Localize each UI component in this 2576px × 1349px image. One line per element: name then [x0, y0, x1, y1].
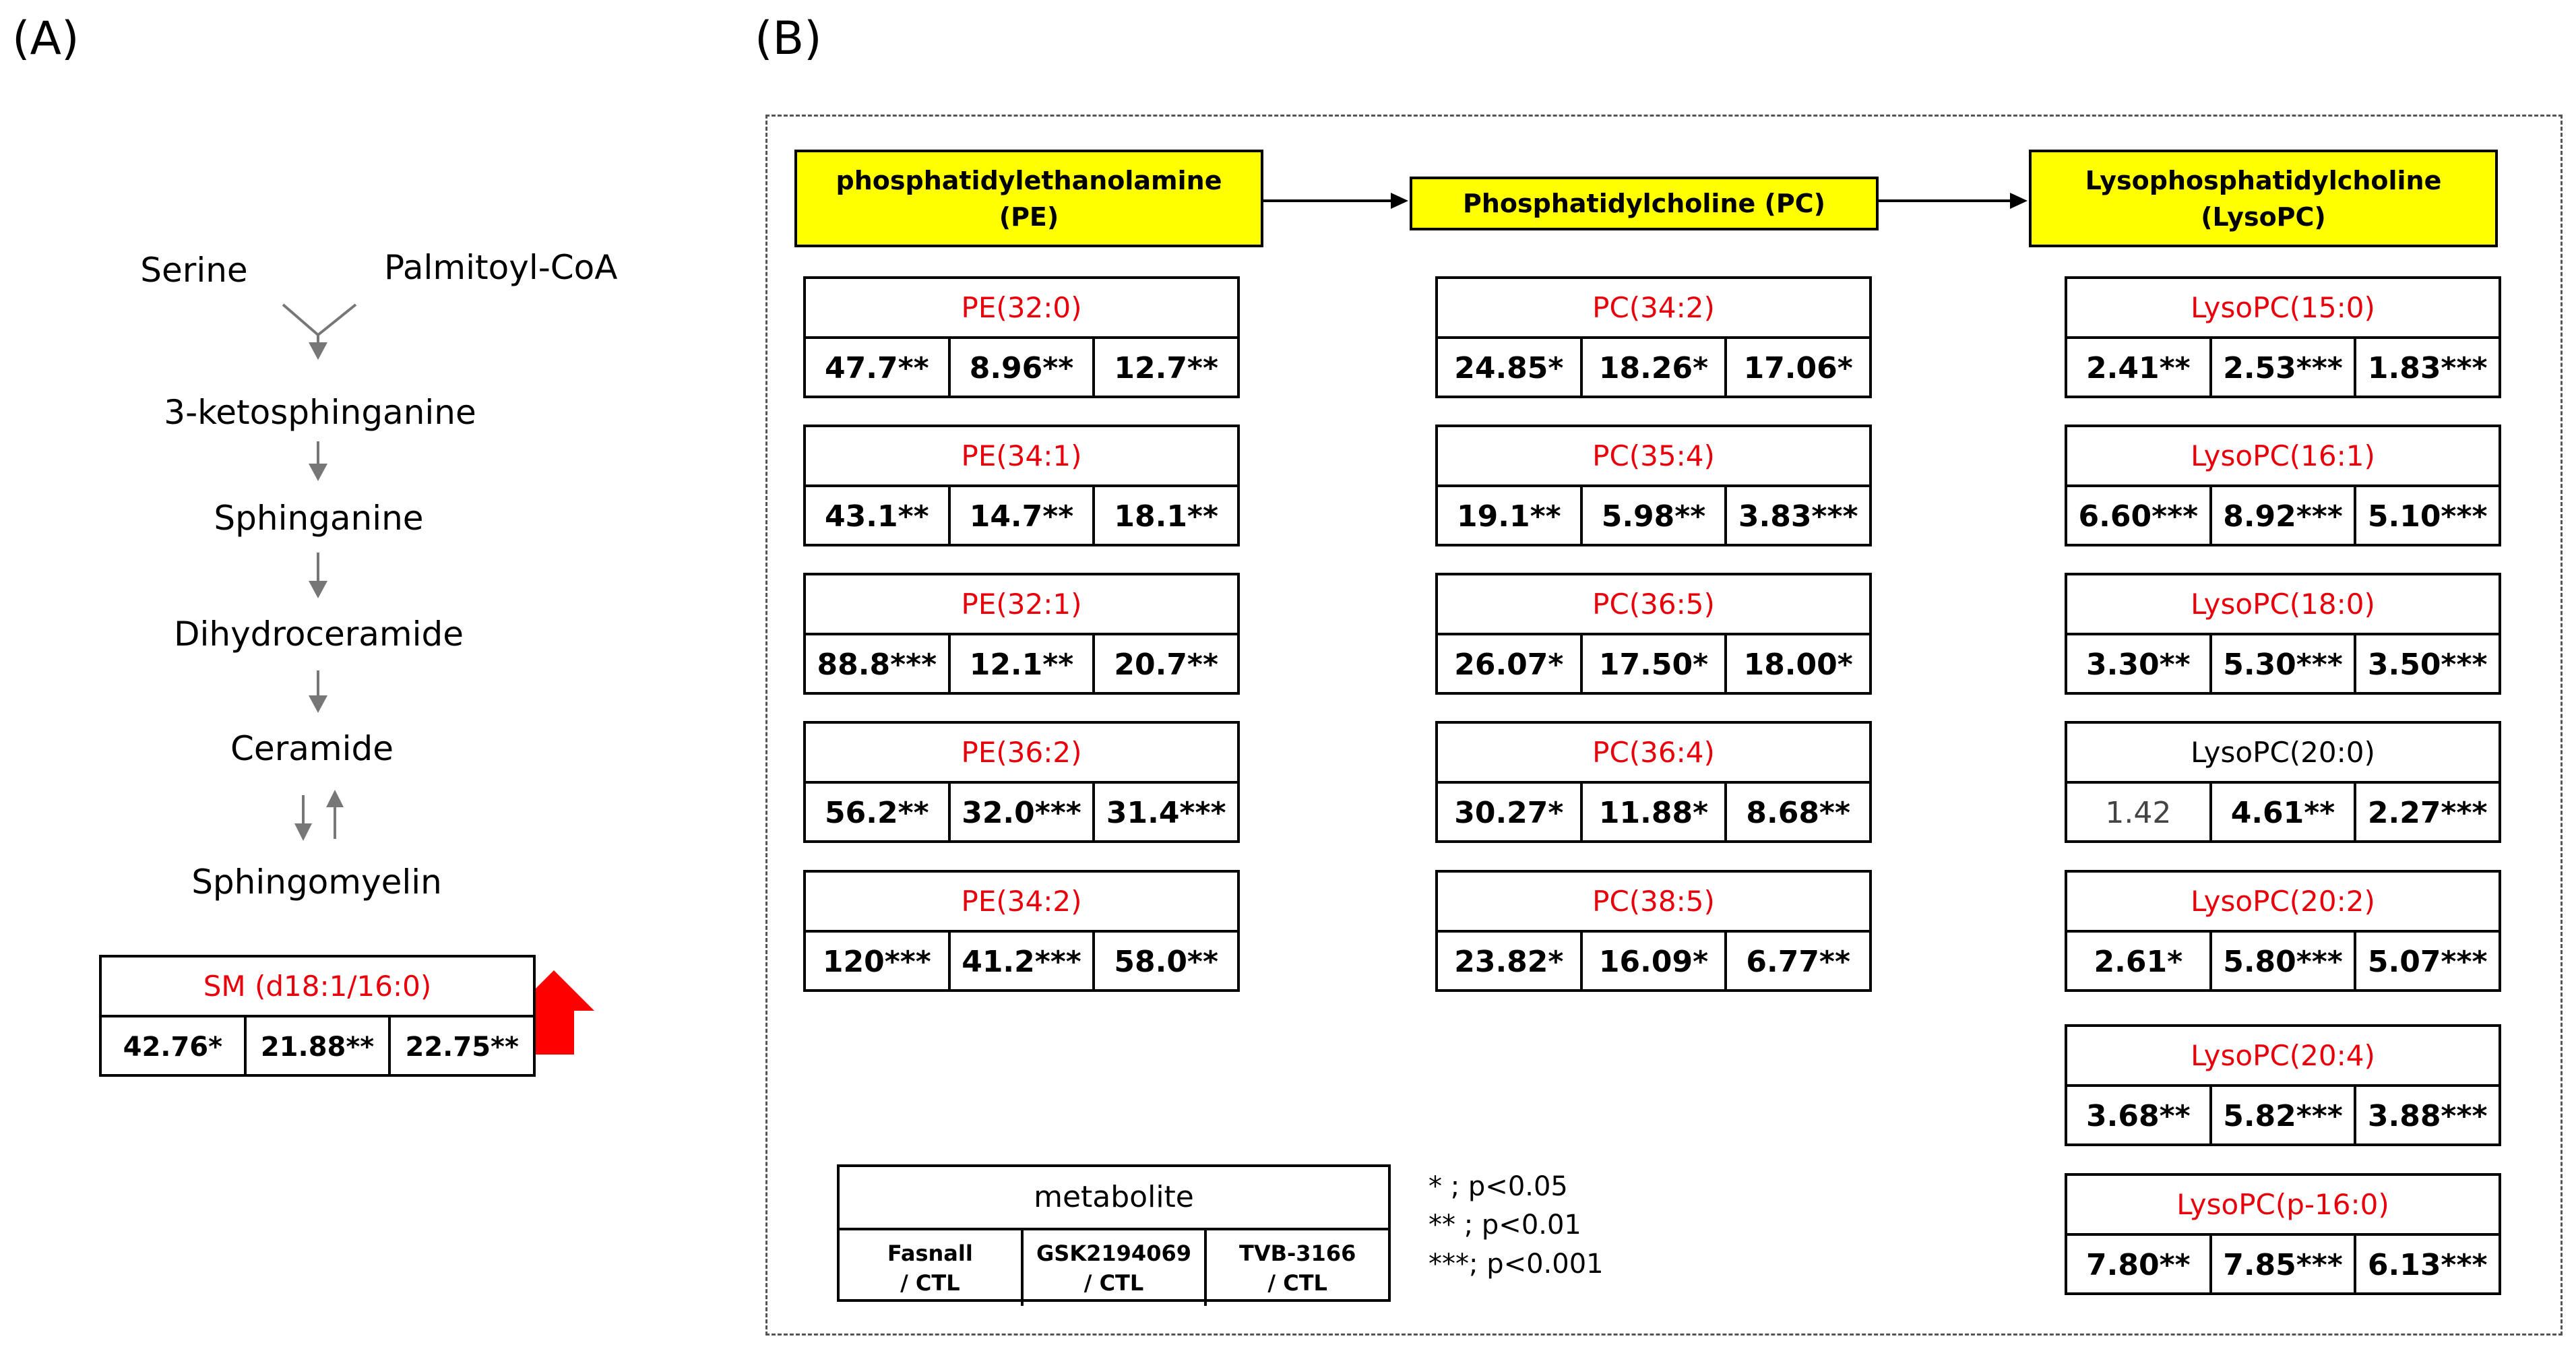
pc-box-title: PC(36:5)	[1438, 575, 1869, 635]
legend-cell-line: Fasnall	[887, 1241, 973, 1266]
sphinganine-node: Sphinganine	[214, 499, 424, 538]
lysopc-value: 4.61**	[2212, 784, 2357, 843]
pe-value: 31.4***	[1106, 796, 1226, 830]
pc-box	[1435, 425, 1872, 546]
pc-value: 11.88*	[1583, 784, 1728, 843]
lysopc-value: 5.30***	[2212, 635, 2357, 695]
pe-value: 32.0***	[951, 784, 1096, 843]
lysopc-box-title: LysoPC(16:1)	[2067, 427, 2499, 487]
sm-value-tvb3166: 22.75**	[405, 1032, 519, 1063]
panel-b-label: (B)	[755, 12, 822, 65]
pe-box-title: PE(32:1)	[806, 575, 1237, 635]
pe-value: 120***	[806, 933, 951, 992]
pc-box	[1435, 870, 1872, 992]
legend-cell-tvb3166	[1207, 1230, 1388, 1306]
sphingomyelin-node: Sphingomyelin	[191, 862, 442, 902]
lysopc-value: 3.50***	[2367, 648, 2488, 682]
lysopc-header-line1: Lysophosphatidylcholine	[2085, 165, 2442, 195]
lysopc-value: 2.61*	[2067, 933, 2212, 992]
ceramide-node: Ceramide	[230, 729, 394, 768]
pc-value: 17.50*	[1583, 635, 1728, 695]
pc-value: 18.26*	[1583, 339, 1728, 398]
pc-header-label: Phosphatidylcholine (PC)	[1463, 189, 1825, 218]
pe-header-line2: (PE)	[999, 201, 1059, 232]
legend-cell-line: / CTL	[1267, 1270, 1327, 1296]
lysopc-header-line2: (LysoPC)	[2201, 201, 2326, 232]
lysopc-value: 1.42	[2067, 784, 2212, 843]
sm-box-title: SM (d18:1/16:0)	[102, 958, 533, 1017]
pe-box-title: PE(36:2)	[806, 724, 1237, 784]
lysopc-box-title: LysoPC(20:4)	[2067, 1027, 2499, 1087]
lysopc-box	[2065, 425, 2501, 546]
pe-box	[803, 573, 1240, 695]
pe-value: 12.1**	[951, 635, 1096, 695]
lysopc-value: 7.85***	[2212, 1236, 2357, 1295]
pe-value: 8.96**	[951, 339, 1096, 398]
sm-value-fasnall: 42.76*	[102, 1017, 247, 1077]
lysopc-value: 7.80**	[2067, 1236, 2212, 1295]
pe-value: 18.1**	[1114, 499, 1218, 534]
pc-box-title: PC(34:2)	[1438, 279, 1869, 339]
pe-value: 20.7**	[1114, 648, 1218, 682]
lysopc-value: 2.27***	[2367, 796, 2488, 830]
panel-a-label: (A)	[12, 12, 80, 65]
lysopc-value: 5.07***	[2367, 945, 2488, 979]
palmitoyl-coa-node: Palmitoyl-CoA	[384, 248, 618, 287]
lysopc-box-title: LysoPC(p-16:0)	[2067, 1176, 2499, 1236]
lysopc-value: 6.60***	[2067, 487, 2212, 546]
pc-value: 23.82*	[1438, 933, 1583, 992]
pe-value: 43.1**	[806, 487, 951, 546]
pc-value: 19.1**	[1438, 487, 1583, 546]
lysopc-box	[2065, 573, 2501, 695]
pe-box	[803, 425, 1240, 546]
pe-value: 14.7**	[951, 487, 1096, 546]
pe-value: 12.7**	[1114, 351, 1218, 385]
pe-value: 47.7**	[806, 339, 951, 398]
pe-value: 58.0**	[1114, 945, 1218, 979]
dihydroceramide-node: Dihydroceramide	[173, 615, 464, 654]
lysopc-value: 5.10***	[2367, 499, 2488, 534]
ketosphinganine-node: 3-ketosphinganine	[164, 393, 476, 432]
arrow-pe-to-pc	[1263, 193, 1408, 209]
significance-key-1: * ; p<0.05	[1428, 1171, 1568, 1202]
legend-cell-line: TVB-3166	[1239, 1241, 1356, 1266]
pe-box	[803, 870, 1240, 992]
pe-box-title: PE(32:0)	[806, 279, 1237, 339]
pc-value: 6.77**	[1746, 945, 1850, 979]
pc-value: 26.07*	[1438, 635, 1583, 695]
lysopc-value: 2.53***	[2212, 339, 2357, 398]
pc-value: 30.27*	[1438, 784, 1583, 843]
pc-box	[1435, 276, 1872, 398]
pc-value: 18.00*	[1743, 648, 1853, 682]
pc-value: 16.09*	[1583, 933, 1728, 992]
significance-key-3: ***; p<0.001	[1428, 1249, 1604, 1280]
lysopc-box	[2065, 870, 2501, 992]
pe-box	[803, 276, 1240, 398]
legend-cell-line: / CTL	[1083, 1270, 1144, 1296]
pe-value: 56.2**	[806, 784, 951, 843]
legend-cell-fasnall	[840, 1230, 1024, 1306]
pc-value: 24.85*	[1438, 339, 1583, 398]
pc-value: 17.06*	[1743, 351, 1853, 385]
pe-value: 41.2***	[951, 933, 1096, 992]
lysopc-value: 5.80***	[2212, 933, 2357, 992]
pc-value: 8.68**	[1746, 796, 1850, 830]
pe-box-title: PE(34:1)	[806, 427, 1237, 487]
lysopc-value: 8.92***	[2212, 487, 2357, 546]
lysopc-box	[2065, 721, 2501, 843]
lysopc-box	[2065, 1173, 2501, 1295]
legend-title: metabolite	[840, 1167, 1388, 1230]
legend-cell-gsk2194069	[1024, 1230, 1207, 1306]
lysopc-value: 3.88***	[2367, 1099, 2488, 1133]
lysopc-box-title: LysoPC(20:2)	[2067, 873, 2499, 933]
arrow-pc-to-lysopc	[1879, 193, 2028, 209]
lysopc-value: 5.82***	[2212, 1087, 2357, 1146]
pe-box-title: PE(34:2)	[806, 873, 1237, 933]
lysopc-box-title: LysoPC(18:0)	[2067, 575, 2499, 635]
pc-box-title: PC(38:5)	[1438, 873, 1869, 933]
lysopc-value: 6.13***	[2367, 1248, 2488, 1282]
serine-node: Serine	[140, 251, 248, 290]
pc-value: 3.83***	[1738, 499, 1858, 534]
lysopc-value: 2.41**	[2067, 339, 2212, 398]
legend-cell-line: / CTL	[900, 1270, 960, 1296]
lysopc-value: 3.68**	[2067, 1087, 2212, 1146]
pc-box-title: PC(36:4)	[1438, 724, 1869, 784]
legend-cell-line: GSK2194069	[1036, 1241, 1191, 1266]
lysopc-box	[2065, 276, 2501, 398]
pe-value: 88.8***	[806, 635, 951, 695]
pe-box	[803, 721, 1240, 843]
pc-box	[1435, 721, 1872, 843]
significance-key-2: ** ; p<0.01	[1428, 1210, 1581, 1241]
lysopc-box-title: LysoPC(15:0)	[2067, 279, 2499, 339]
pc-value: 5.98**	[1583, 487, 1728, 546]
pc-box-title: PC(35:4)	[1438, 427, 1869, 487]
lysopc-box	[2065, 1024, 2501, 1146]
lysopc-value: 3.30**	[2067, 635, 2212, 695]
sm-value-gsk2194069: 21.88**	[247, 1017, 391, 1077]
pc-box	[1435, 573, 1872, 695]
pe-header-line1: phosphatidylethanolamine	[836, 165, 1222, 195]
lysopc-value: 1.83***	[2367, 351, 2488, 385]
lysopc-box-title: LysoPC(20:0)	[2067, 724, 2499, 784]
legend-box	[837, 1164, 1391, 1302]
